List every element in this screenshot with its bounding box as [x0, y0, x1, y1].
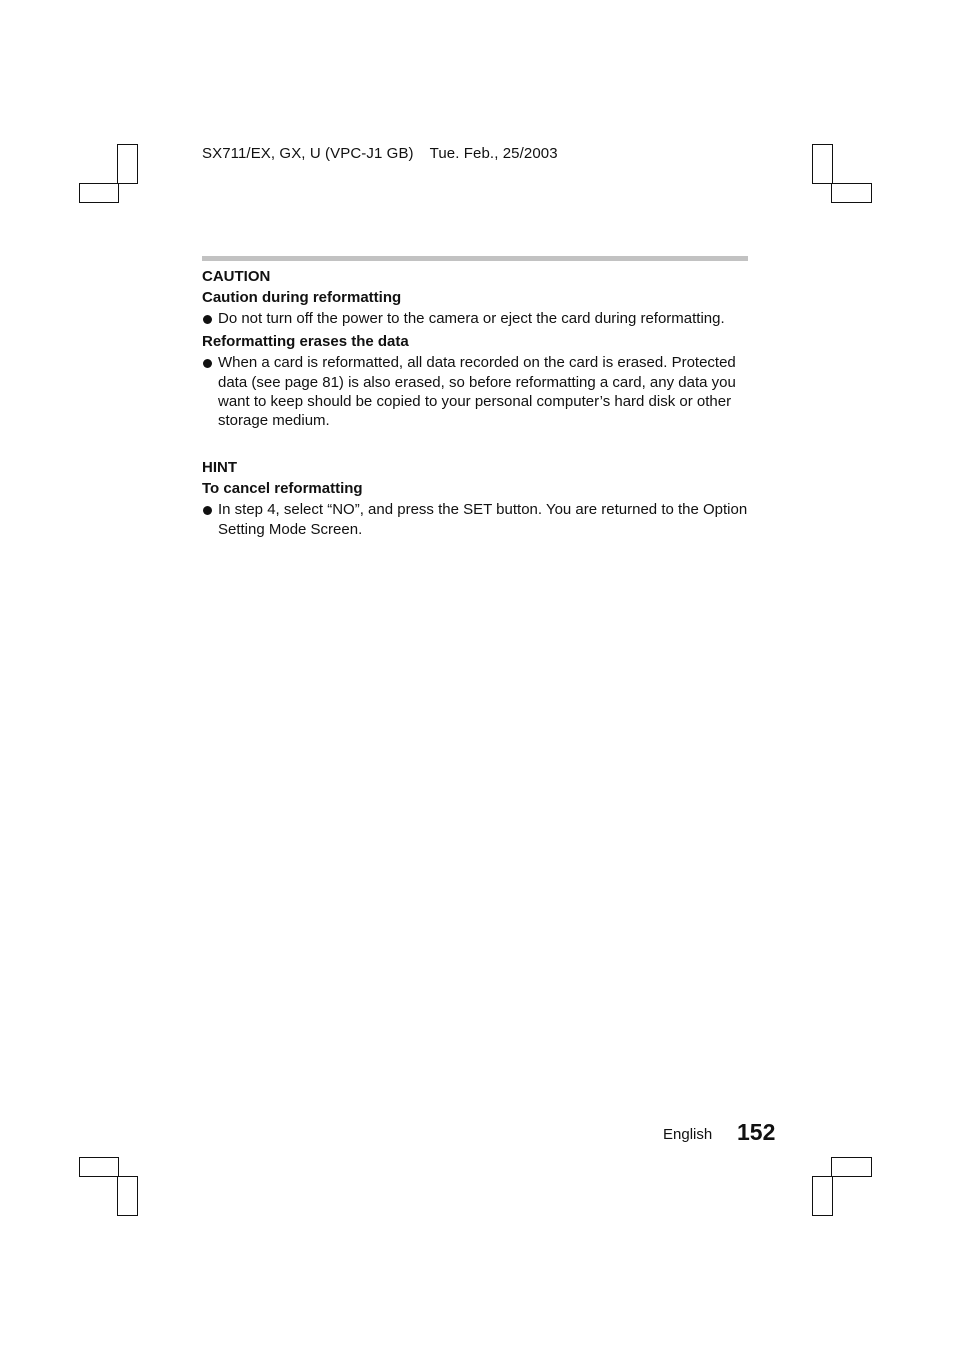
- section-divider: [202, 256, 748, 261]
- footer-language: English: [663, 1126, 713, 1143]
- crop-mark-top-right-vertical: [812, 144, 833, 184]
- crop-mark-bottom-left-horizontal: [79, 1157, 119, 1177]
- document-header-meta: [202, 145, 558, 162]
- list-item: [202, 309, 750, 328]
- page-number: 152: [737, 1119, 776, 1145]
- bullet-icon: [203, 359, 212, 368]
- reformatting-erases-data-text: When a card is reformatted, all data recorded on the card is erased. Protected data (see page 81) is also erased, so before reformatting a card, any data you want to keep should be copied to your personal computer’s hard disk or other storage medium.: [218, 354, 736, 430]
- hint-label: HINT: [202, 459, 237, 477]
- reformatting-erases-data-title: Reformatting erases the data: [202, 333, 409, 351]
- bullet-icon: [203, 506, 212, 515]
- crop-mark-bottom-right-vertical: [812, 1176, 833, 1216]
- bullet-icon: [203, 315, 212, 324]
- list-item: [202, 353, 750, 430]
- caution-during-reformatting-title: Caution during reformatting: [202, 289, 402, 306]
- crop-mark-bottom-right-horizontal: [831, 1157, 872, 1177]
- list-item: [202, 500, 750, 539]
- print-date: Tue. Feb., 25/2003: [429, 145, 558, 162]
- crop-mark-top-left-vertical: [117, 144, 138, 184]
- model-identifier: SX711/EX, GX, U (VPC-J1 GB): [202, 145, 414, 162]
- caution-label: CAUTION: [202, 268, 271, 285]
- cancel-reformatting-text: In step 4, select “NO”, and press the SET button. You are returned to the Option Setting Mode Screen.: [218, 501, 748, 538]
- main-content: [202, 266, 750, 542]
- crop-mark-top-right-horizontal: [831, 183, 872, 203]
- crop-mark-top-left-horizontal: [79, 183, 119, 203]
- caution-during-reformatting-text: Do not turn off the power to the camera or eject the card during reformatting.: [218, 310, 725, 327]
- cancel-reformatting-title: To cancel reformatting: [202, 480, 363, 498]
- crop-mark-bottom-left-vertical: [117, 1176, 138, 1216]
